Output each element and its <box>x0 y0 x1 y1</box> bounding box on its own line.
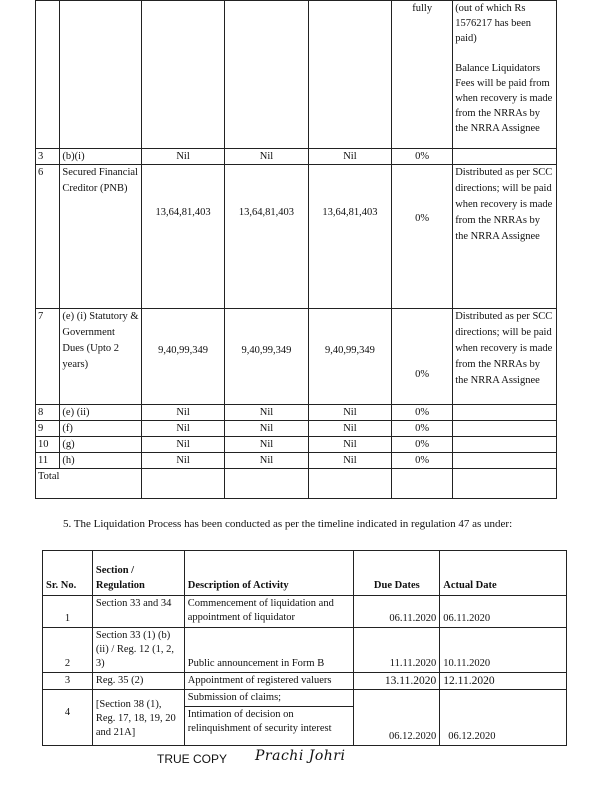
cell-remarks <box>453 421 557 437</box>
cell-section: Section 33 (1) (b) (ii) / Reg. 12 (1, 2, 3) <box>92 628 184 673</box>
cell-remarks: Distributed as per SCC directions; will be paid when recovery is made from the NRRAs by the NRRA Assignee <box>453 165 557 309</box>
table-row <box>43 673 567 690</box>
table-row <box>36 165 557 309</box>
cell-category: (e) (i) Statutory & Government Dues (Upto 2 years) <box>60 309 141 405</box>
description-intimation: Intimation of decision on relinquishment of security interest <box>187 709 332 734</box>
cell-sr-no: 3 <box>36 149 60 165</box>
cell-description: Appointment of registered valuers <box>184 673 354 690</box>
table-row <box>36 421 557 437</box>
cell-empty <box>141 1 224 149</box>
cell-percent: 0% <box>392 453 453 469</box>
header-actual-date: Actual Date <box>440 551 567 596</box>
table-row <box>36 405 557 421</box>
cell-amount: 13,64,81,403 <box>308 165 391 309</box>
cell-amount: Nil <box>308 453 391 469</box>
cell-amount: Nil <box>141 149 224 165</box>
cell-empty <box>141 469 224 499</box>
cell-amount: Nil <box>141 421 224 437</box>
cell-empty <box>36 1 60 149</box>
cell-amount: Nil <box>141 437 224 453</box>
cell-category: (h) <box>60 453 141 469</box>
cell-amount: Nil <box>141 453 224 469</box>
cell-percent: fully <box>392 1 453 149</box>
cell-percent: 0% <box>392 149 453 165</box>
cell-remarks: (out of which Rs 1576217 has been paid) Balance Liquidators Fees will be paid from when recovery is made from the NRRAs by the NRRA Assignee <box>453 1 557 149</box>
cell-description: Public announcement in Form B <box>184 628 354 673</box>
cell-actual-date: 06.11.2020 <box>440 596 567 628</box>
table-row <box>36 309 557 405</box>
cell-sr-no: 6 <box>36 165 60 309</box>
cell-actual-date: 06.12.2020 <box>440 690 567 746</box>
cell-percent: 0% <box>392 437 453 453</box>
cell-amount: 9,40,99,349 <box>308 309 391 405</box>
cell-remarks <box>453 453 557 469</box>
cell-amount: Nil <box>308 437 391 453</box>
cell-category: (g) <box>60 437 141 453</box>
cell-amount: Nil <box>308 149 391 165</box>
cell-sr-no: 9 <box>36 421 60 437</box>
cell-empty <box>453 469 557 499</box>
cell-sr-no: 11 <box>36 453 60 469</box>
section-paragraph: 5. The Liquidation Process has been conducted as per the timeline indicated in regulation 47 as under: <box>63 518 513 530</box>
header-due-dates: Due Dates <box>354 551 440 596</box>
header-section: Section / Regulation <box>92 551 184 596</box>
cell-empty <box>60 1 141 149</box>
cell-section: Section 33 and 34 <box>92 596 184 628</box>
cell-amount: Nil <box>141 405 224 421</box>
cell-amount: Nil <box>308 421 391 437</box>
cell-sr-no: 1 <box>43 596 93 628</box>
header-sr-no: Sr. No. <box>43 551 93 596</box>
cell-amount: Nil <box>225 149 308 165</box>
cell-percent: 0% <box>392 309 453 405</box>
cell-sr-no: 3 <box>43 673 93 690</box>
true-copy-label: TRUE COPY <box>157 752 228 766</box>
table-row <box>36 1 557 149</box>
cell-empty <box>308 1 391 149</box>
cell-sr-no: 4 <box>43 690 93 746</box>
table-row <box>36 437 557 453</box>
cell-actual-date: 12.11.2020 <box>440 673 567 690</box>
cell-percent: 0% <box>392 165 453 309</box>
header-description: Description of Activity <box>184 551 354 596</box>
cell-percent: 0% <box>392 405 453 421</box>
cell-amount: Nil <box>308 405 391 421</box>
cell-amount: Nil <box>225 405 308 421</box>
cell-empty <box>225 469 308 499</box>
timeline-table <box>42 550 567 746</box>
cell-percent: 0% <box>392 421 453 437</box>
cell-remarks <box>453 437 557 453</box>
distribution-table <box>35 0 557 499</box>
cell-remarks <box>453 405 557 421</box>
cell-sr-no: 10 <box>36 437 60 453</box>
cell-actual-date: 10.11.2020 <box>440 628 567 673</box>
cell-due-date: 13.11.2020 <box>354 673 440 690</box>
table-row <box>43 690 567 746</box>
cell-description: Commencement of liquidation and appointment of liquidator <box>184 596 354 628</box>
cell-amount: Nil <box>225 437 308 453</box>
cell-description <box>184 690 354 746</box>
cell-amount: 9,40,99,349 <box>225 309 308 405</box>
cell-category: (f) <box>60 421 141 437</box>
cell-category: (b)(i) <box>60 149 141 165</box>
cell-remarks <box>453 149 557 165</box>
cell-section: [Section 38 (1), Reg. 17, 18, 19, 20 and 21A] <box>92 690 184 746</box>
cell-empty <box>392 469 453 499</box>
cell-total-label: Total <box>36 469 142 499</box>
table-row <box>43 628 567 673</box>
cell-remarks: Distributed as per SCC directions; will be paid when recovery is made from the NRRAs by the NRRA Assignee <box>453 309 557 405</box>
table-row <box>36 453 557 469</box>
cell-empty <box>308 469 391 499</box>
cell-section: Reg. 35 (2) <box>92 673 184 690</box>
cell-sr-no: 2 <box>43 628 93 673</box>
cell-due-date: 06.12.2020 <box>354 690 440 746</box>
table-header-row <box>43 551 567 596</box>
cell-amount: 13,64,81,403 <box>225 165 308 309</box>
cell-sr-no: 7 <box>36 309 60 405</box>
table-row-total <box>36 469 557 499</box>
cell-amount: Nil <box>225 453 308 469</box>
cell-empty <box>225 1 308 149</box>
cell-due-date: 06.11.2020 <box>354 596 440 628</box>
cell-amount: Nil <box>225 421 308 437</box>
cell-amount: 13,64,81,403 <box>141 165 224 309</box>
cell-amount: 9,40,99,349 <box>141 309 224 405</box>
table-row <box>36 149 557 165</box>
cell-due-date: 11.11.2020 <box>354 628 440 673</box>
signature: Prachi Johri <box>255 748 346 764</box>
description-submission: Submission of claims; <box>185 690 354 707</box>
cell-sr-no: 8 <box>36 405 60 421</box>
cell-category: (e) (ii) <box>60 405 141 421</box>
table-row <box>43 596 567 628</box>
cell-category: Secured Financial Creditor (PNB) <box>60 165 141 309</box>
